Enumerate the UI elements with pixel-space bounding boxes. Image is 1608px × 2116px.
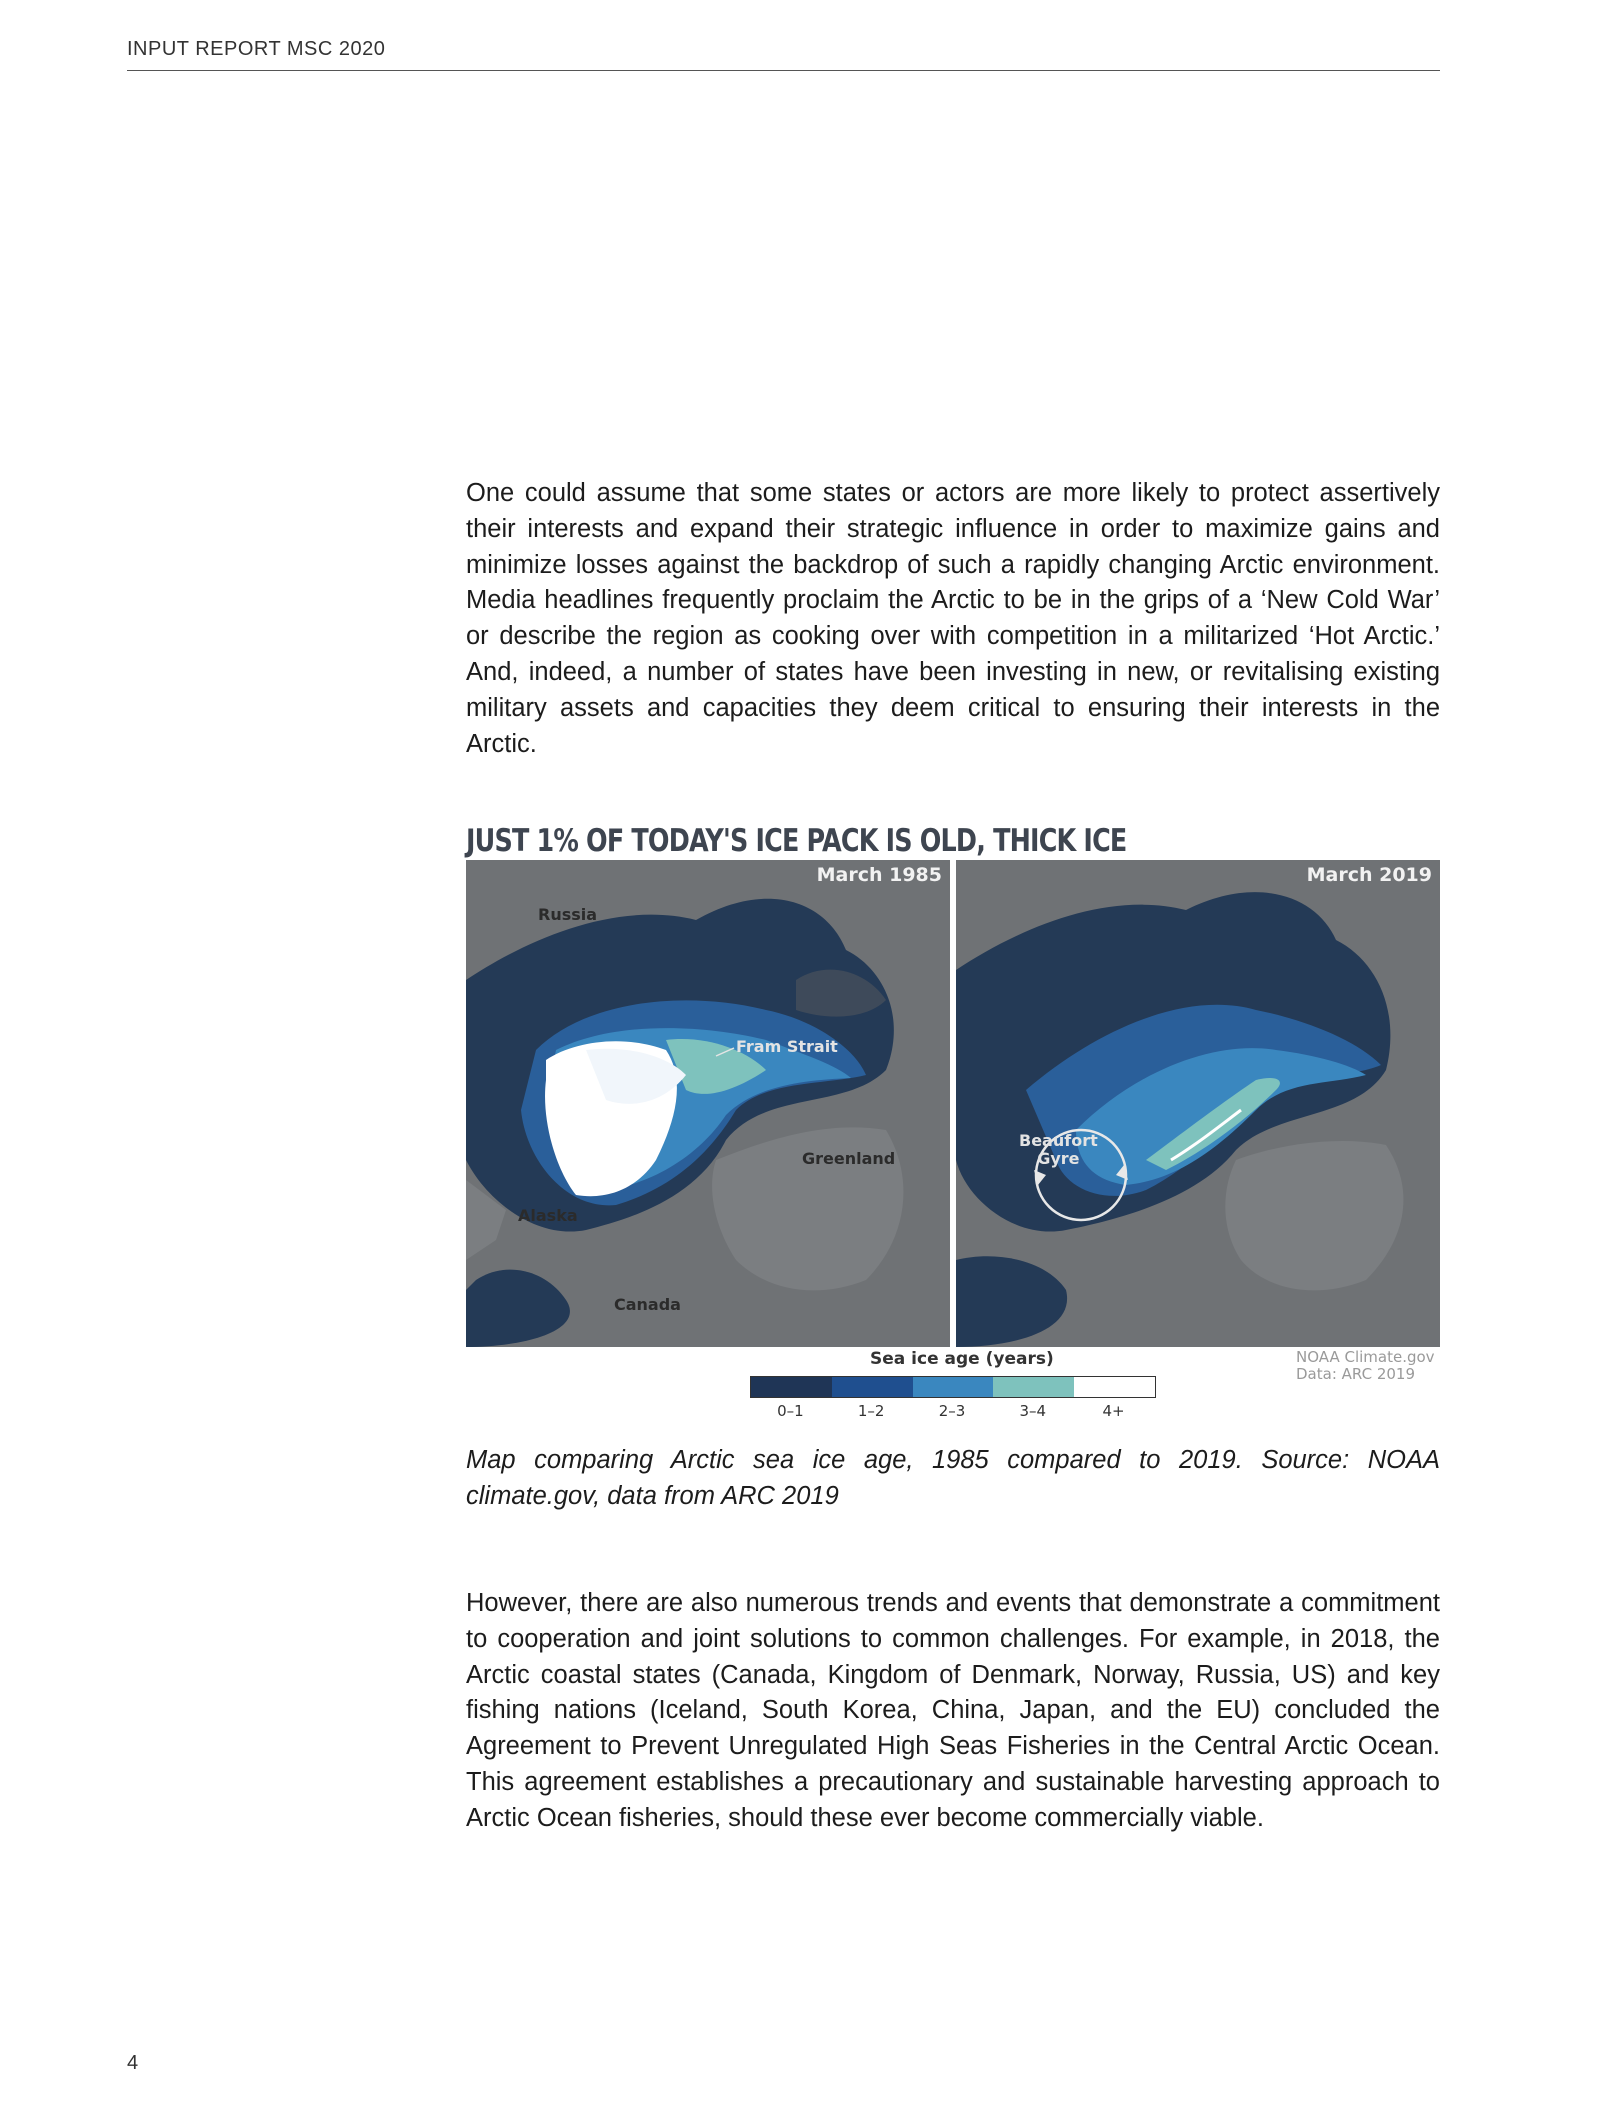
label-greenland: Greenland bbox=[802, 1149, 896, 1168]
legend-ticks bbox=[750, 1402, 1154, 1420]
label-canada: Canada bbox=[614, 1295, 681, 1314]
body-paragraph-1: One could assume that some states or actors are more likely to protect assertively their interests and expand their strategic influence in order to maximize gains and minimize losses against the backdrop of such a rapidly changing Arctic environment. Media headlines frequently proclaim the Arctic to be in the grips of a ‘New Cold War’ or describe the region as cooking over with competition in a militarized ‘Hot Arctic.’ And, indeed, a number of states have been investing in new, or revitalising existing military assets and capacities they deem critical to ensuring their interests in the Arctic. bbox=[466, 479, 1440, 758]
legend-title: Sea ice age (years) bbox=[870, 1349, 1054, 1369]
credit-line-2: Data: ARC 2019 bbox=[1296, 1365, 1415, 1383]
label-russia: Russia bbox=[538, 905, 598, 924]
legend-tick: 3–4 bbox=[1019, 1402, 1047, 1420]
legend-swatch-2 bbox=[913, 1377, 994, 1397]
figure-credit bbox=[1296, 1349, 1435, 1383]
label-beaufort-line2: Gyre bbox=[1037, 1149, 1080, 1168]
header-rule bbox=[127, 70, 1440, 71]
legend-tick: 2–3 bbox=[938, 1402, 966, 1420]
label-beaufort-gyre bbox=[1019, 1132, 1098, 1168]
page-number: 4 bbox=[127, 2052, 139, 2074]
label-alaska: Alaska bbox=[518, 1206, 578, 1225]
map-panel-1985 bbox=[466, 860, 950, 1347]
legend-tick: 1–2 bbox=[857, 1402, 885, 1420]
map-panel-2019 bbox=[956, 860, 1440, 1347]
map-2019-graphic bbox=[956, 860, 1440, 1347]
legend-color-bar bbox=[750, 1376, 1156, 1398]
legend-swatch-3 bbox=[993, 1377, 1074, 1397]
figure-caption: Map comparing Arctic sea ice age, 1985 compared to 2019. Source: NOAA climate.gov, data from ARC 2019 bbox=[466, 1446, 1440, 1510]
label-beaufort-line1: Beaufort bbox=[1019, 1131, 1098, 1150]
label-fram-strait: Fram Strait bbox=[736, 1037, 838, 1056]
legend-swatch-0 bbox=[751, 1377, 832, 1397]
legend-tick: 0–1 bbox=[777, 1402, 804, 1420]
legend-tick: 4+ bbox=[1102, 1402, 1125, 1420]
credit-line-1: NOAA Climate.gov bbox=[1296, 1348, 1435, 1366]
figure-title: JUST 1% OF TODAY'S ICE PACK IS OLD, THICK ICE bbox=[466, 823, 1127, 859]
map-1985-graphic bbox=[466, 860, 950, 1347]
body-paragraph-2: However, there are also numerous trends and events that demonstrate a commitment to cooperation and joint solutions to common challenges. For example, in 2018, the Arctic coastal states (Canada, Kingdom of Denmark, Norway, Russia, US) and key fishing nations (Iceland, South Korea, China, Japan, and the EU) concluded the Agreement to Prevent Unregulated High Seas Fisheries in the Central Arctic Ocean. This agreement establishes a precautionary and sustainable harvesting approach to Arctic Ocean fisheries, should these ever become commercially viable. bbox=[466, 1589, 1440, 1832]
panel-date-1985: March 1985 bbox=[816, 864, 942, 886]
running-head: INPUT REPORT MSC 2020 bbox=[127, 38, 386, 60]
legend-swatch-1 bbox=[832, 1377, 913, 1397]
panel-date-2019: March 2019 bbox=[1306, 864, 1432, 886]
legend-swatch-4 bbox=[1074, 1377, 1155, 1397]
